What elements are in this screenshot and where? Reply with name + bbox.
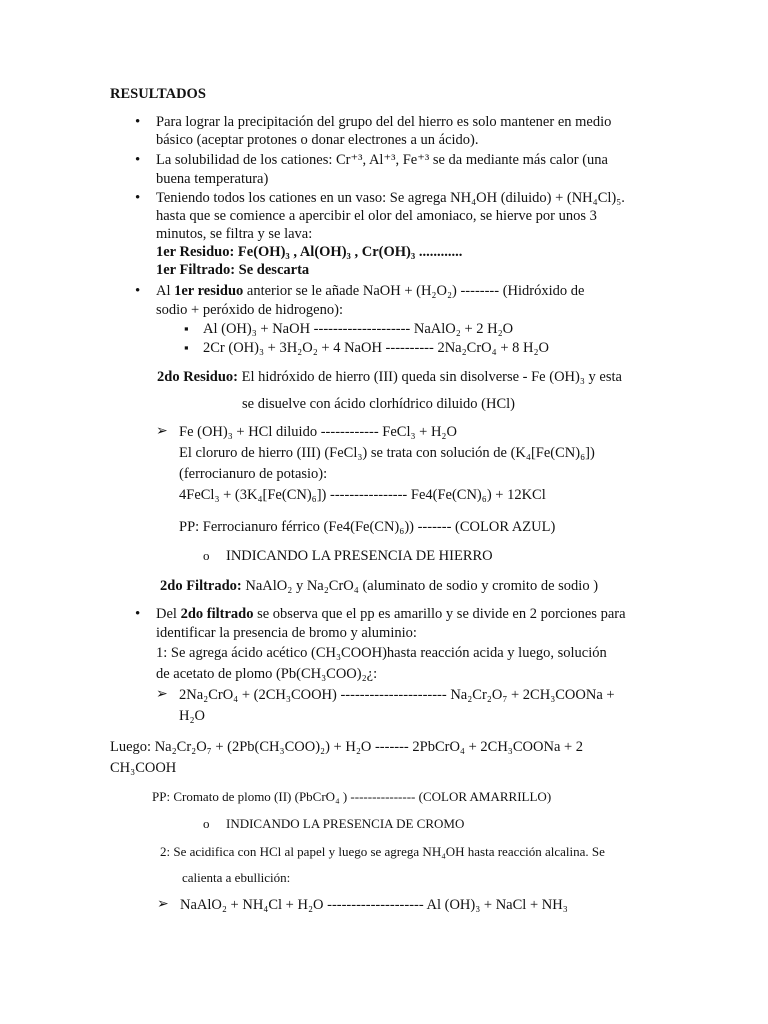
paragraph-line: 2do Filtrado: NaAlO₂ y Na₂CrO₄ (aluminato de sodio y cromito de sodio ) <box>160 578 599 594</box>
paragraph-line: • Teniendo todos los cationes en un vaso: Se agrega NH₄OH (diluido) + (NH₄Cl)₅. <box>156 189 625 207</box>
filtrate-line: 1er Filtrado: Se descarta <box>156 262 310 278</box>
result-line: o INDICANDO LA PRESENCIA DE HIERRO <box>226 547 493 565</box>
page-title: RESULTADOS <box>110 86 206 102</box>
paragraph-line: • Para lograr la precipitación del grupo del del hierro es solo mantener en medio <box>156 113 611 131</box>
paragraph-line: (ferrocianuro de potasio): <box>179 466 328 482</box>
paragraph-line: minutos, se filtra y se lava: <box>156 226 313 242</box>
paragraph-line: hasta que se comience a apercibir el olor del amoniaco, se hierve por unos 3 <box>156 208 597 224</box>
paragraph-line: de acetato de plomo (Pb(CH₃COO)₂¿: <box>156 666 378 682</box>
paragraph-line: sodio + peróxido de hidrogeno): <box>156 302 343 318</box>
reaction-line: ➢ 2Na₂CrO₄ + (2CH₃COOH) ---------------------- Na₂Cr₂O₇ + 2CH₃COONa + <box>179 686 615 704</box>
reaction-line: ▪ Al (OH)₃ + NaOH -------------------- NaAlO₂ + 2 H₂O <box>203 320 513 338</box>
paragraph-line: 1: Se agrega ácido acético (CH₃COOH)hasta reacción acida y luego, solución <box>156 645 607 661</box>
paragraph-line: • Al 1er residuo anterior se le añade NaOH + (H₂O₂) -------- (Hidróxido de <box>156 282 584 300</box>
reaction-line: ➢ NaAlO₂ + NH₄Cl + H₂O -------------------- Al (OH)₃ + NaCl + NH₃ <box>180 896 568 914</box>
paragraph-line: buena temperatura) <box>156 171 269 187</box>
paragraph-line: PP: Cromato de plomo (II) (PbCrO₄ ) --------------- (COLOR AMARRILLO) <box>152 789 552 804</box>
reaction-line: ➢ Fe (OH)₃ + HCl diluido ------------ FeCl₃ + H₂O <box>179 423 457 441</box>
paragraph-line: básico (aceptar protones o donar electrones a un ácido). <box>156 132 479 148</box>
reaction-line: Luego: Na₂Cr₂O₇ + (2Pb(CH₃COO)₂) + H₂O ------- 2PbCrO₄ + 2CH₃COONa + 2 <box>110 739 584 755</box>
paragraph-line: El cloruro de hierro (III) (FeCl₃) se trata con solución de (K₄[Fe(CN)₆]) <box>179 445 595 461</box>
reaction-line: ▪ 2Cr (OH)₃ + 3H₂O₂ + 4 NaOH ---------- 2Na₂CrO₄ + 8 H₂O <box>203 339 549 357</box>
paragraph-line: PP: Ferrocianuro férrico (Fe4(Fe(CN)₆)) ------- (COLOR AZUL) <box>179 519 556 535</box>
paragraph-line: se disuelve con ácido clorhídrico diluido (HCl) <box>242 396 516 412</box>
residue-line: 1er Residuo: Fe(OH)₃ , Al(OH)₃ , Cr(OH)₃ ............ <box>156 244 463 260</box>
paragraph-line: 2: Se acidifica con HCl al papel y luego se agrega NH₄OH hasta reacción alcalina. Se <box>160 844 605 859</box>
paragraph-line: identificar la presencia de bromo y aluminio: <box>156 625 417 641</box>
reaction-line: CH₃COOH <box>110 760 177 776</box>
paragraph-line: calienta a ebullición: <box>182 870 291 885</box>
reaction-line: H₂O <box>179 708 205 724</box>
paragraph-line: • La solubilidad de los cationes: Cr⁺³, Al⁺³, Fe⁺³ se da mediante más calor (una <box>156 151 608 169</box>
paragraph-line: 2do Residuo: El hidróxido de hierro (III) queda sin disolverse - Fe (OH)₃ y esta <box>157 369 622 385</box>
paragraph-line: • Del 2do filtrado se observa que el pp es amarillo y se divide en 2 porciones para <box>156 605 626 623</box>
reaction-line: 4FeCl₃ + (3K₄[Fe(CN)₆]) ---------------- Fe4(Fe(CN)₆) + 12KCl <box>179 487 546 503</box>
result-line: o INDICANDO LA PRESENCIA DE CROMO <box>226 815 464 833</box>
